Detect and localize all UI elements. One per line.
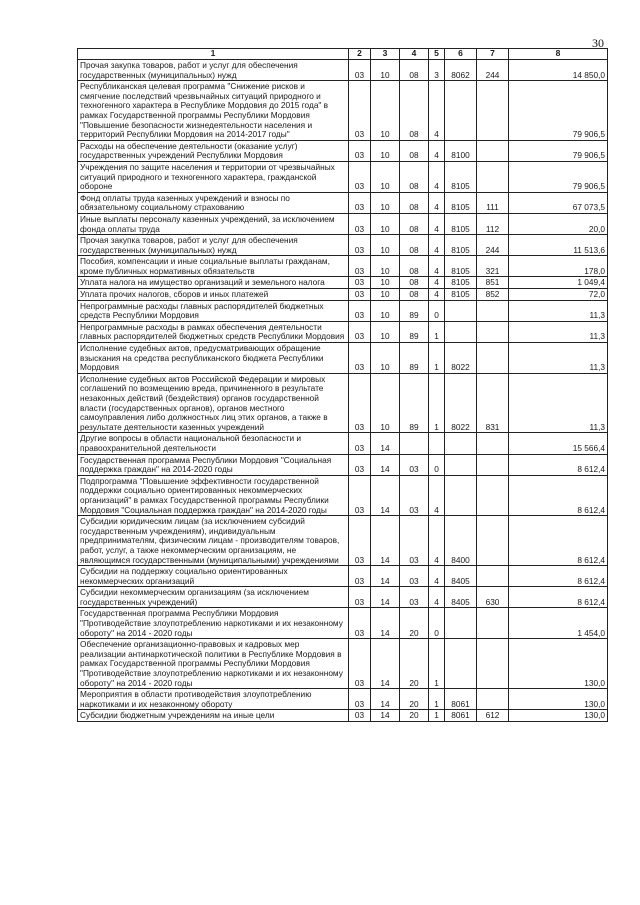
row-code-3: 14 bbox=[371, 587, 400, 608]
table-row bbox=[78, 516, 608, 566]
row-code-6 bbox=[445, 321, 477, 342]
row-code-6 bbox=[445, 475, 477, 515]
row-code-2: 03 bbox=[349, 710, 371, 722]
row-code-3: 14 bbox=[371, 689, 400, 710]
row-code-3: 10 bbox=[371, 213, 400, 234]
row-code-4: 03 bbox=[400, 516, 429, 566]
row-code-7: 321 bbox=[477, 256, 509, 277]
row-code-5: 0 bbox=[429, 608, 445, 639]
row-code-3: 10 bbox=[371, 235, 400, 256]
row-code-6 bbox=[445, 433, 477, 454]
row-code-4: 03 bbox=[400, 587, 429, 608]
row-code-4: 03 bbox=[400, 566, 429, 587]
row-code-2: 03 bbox=[349, 140, 371, 161]
row-code-7 bbox=[477, 516, 509, 566]
table-row bbox=[78, 289, 608, 301]
row-code-6: 8105 bbox=[445, 161, 477, 192]
row-code-4: 08 bbox=[400, 161, 429, 192]
row-amount: 67 073,5 bbox=[509, 192, 608, 213]
row-code-6 bbox=[445, 81, 477, 141]
column-header-7: 7 bbox=[477, 49, 509, 60]
row-name: Иные выплаты персоналу казенных учреждений, за исключением фонда оплаты труда bbox=[78, 213, 349, 234]
row-code-7: 852 bbox=[477, 289, 509, 301]
row-code-7 bbox=[477, 81, 509, 141]
column-header-8: 8 bbox=[509, 49, 608, 60]
column-header-2: 2 bbox=[349, 49, 371, 60]
row-code-6 bbox=[445, 300, 477, 321]
row-code-7 bbox=[477, 140, 509, 161]
row-code-5: 4 bbox=[429, 140, 445, 161]
row-code-3: 10 bbox=[371, 300, 400, 321]
row-code-3: 10 bbox=[371, 60, 400, 81]
row-code-7: 612 bbox=[477, 710, 509, 722]
row-code-3: 10 bbox=[371, 321, 400, 342]
row-code-2: 03 bbox=[349, 608, 371, 639]
row-code-2: 03 bbox=[349, 277, 371, 289]
row-code-6: 8105 bbox=[445, 235, 477, 256]
row-amount: 178,0 bbox=[509, 256, 608, 277]
row-code-4: 03 bbox=[400, 454, 429, 475]
row-code-7 bbox=[477, 321, 509, 342]
row-amount: 11 513,6 bbox=[509, 235, 608, 256]
table-row bbox=[78, 343, 608, 374]
table-header-row bbox=[78, 49, 608, 60]
row-code-5: 1 bbox=[429, 689, 445, 710]
row-code-7: 111 bbox=[477, 192, 509, 213]
row-code-3: 14 bbox=[371, 454, 400, 475]
table-row bbox=[78, 300, 608, 321]
row-code-2: 03 bbox=[349, 454, 371, 475]
column-header-1: 1 bbox=[78, 49, 349, 60]
row-code-2: 03 bbox=[349, 60, 371, 81]
row-amount: 8 612,4 bbox=[509, 516, 608, 566]
row-name: Пособия, компенсации и иные социальные выплаты гражданам, кроме публичных нормативных обязательств bbox=[78, 256, 349, 277]
row-code-6 bbox=[445, 639, 477, 689]
row-amount: 130,0 bbox=[509, 710, 608, 722]
row-code-7 bbox=[477, 161, 509, 192]
row-name: Другие вопросы в области национальной безопасности и правоохранительной деятельности bbox=[78, 433, 349, 454]
row-code-3: 14 bbox=[371, 710, 400, 722]
row-name: Непрограммные расходы в рамках обеспечения деятельности главных распорядителей бюджетных средств Республики Мордовия bbox=[78, 321, 349, 342]
row-amount: 130,0 bbox=[509, 689, 608, 710]
row-code-3: 10 bbox=[371, 81, 400, 141]
row-code-4: 08 bbox=[400, 235, 429, 256]
row-code-4: 08 bbox=[400, 192, 429, 213]
row-code-6 bbox=[445, 608, 477, 639]
budget-table bbox=[77, 48, 608, 722]
row-code-6: 8062 bbox=[445, 60, 477, 81]
row-amount: 79 906,5 bbox=[509, 81, 608, 141]
row-name: Учреждения по защите населения и территории от чрезвычайных ситуаций природного и техногенного характера, гражданской обороне bbox=[78, 161, 349, 192]
row-code-7 bbox=[477, 343, 509, 374]
row-code-5: 4 bbox=[429, 475, 445, 515]
row-code-3: 10 bbox=[371, 277, 400, 289]
row-amount: 15 566,4 bbox=[509, 433, 608, 454]
row-code-4: 08 bbox=[400, 289, 429, 301]
table-row bbox=[78, 608, 608, 639]
row-name: Республиканская целевая программа "Снижение рисков и смягчение последствий чрезвычайных ситуаций природного и техногенного характера в Республике Мордовия до 2015 года" в рамках Государственной программы Республики Мордовия "Повышение безопасности жизнедеятельности населения и территорий Республики Мордовия на 2014-2017 годы" bbox=[78, 81, 349, 141]
row-amount: 20,0 bbox=[509, 213, 608, 234]
row-code-3: 10 bbox=[371, 373, 400, 433]
row-code-6: 8100 bbox=[445, 140, 477, 161]
row-code-4: 20 bbox=[400, 608, 429, 639]
row-amount: 11,3 bbox=[509, 300, 608, 321]
row-name: Фонд оплаты труда казенных учреждений и взносы по обязательному социальному страхованию bbox=[78, 192, 349, 213]
row-name: Государственная программа Республики Мордовия "Социальная поддержка граждан" на 2014-2020 годы bbox=[78, 454, 349, 475]
row-code-5: 4 bbox=[429, 566, 445, 587]
row-amount: 72,0 bbox=[509, 289, 608, 301]
row-code-5: 4 bbox=[429, 289, 445, 301]
row-code-4: 89 bbox=[400, 373, 429, 433]
row-code-5: 1 bbox=[429, 343, 445, 374]
table-row bbox=[78, 161, 608, 192]
column-header-4: 4 bbox=[400, 49, 429, 60]
row-code-7: 244 bbox=[477, 235, 509, 256]
row-code-7 bbox=[477, 454, 509, 475]
table-row bbox=[78, 256, 608, 277]
table-row bbox=[78, 566, 608, 587]
row-code-2: 03 bbox=[349, 475, 371, 515]
row-code-5: 1 bbox=[429, 710, 445, 722]
row-code-3: 14 bbox=[371, 475, 400, 515]
row-name: Расходы на обеспечение деятельности (оказание услуг) государственных учреждений Республики Мордовия bbox=[78, 140, 349, 161]
row-code-6: 8105 bbox=[445, 289, 477, 301]
row-code-4: 08 bbox=[400, 140, 429, 161]
row-code-4: 89 bbox=[400, 343, 429, 374]
row-code-7: 244 bbox=[477, 60, 509, 81]
row-code-4: 20 bbox=[400, 639, 429, 689]
table-row bbox=[78, 433, 608, 454]
row-name: Уплата прочих налогов, сборов и иных платежей bbox=[78, 289, 349, 301]
row-name: Субсидии некоммерческим организациям (за исключением государственных учреждений) bbox=[78, 587, 349, 608]
row-code-4 bbox=[400, 433, 429, 454]
row-code-5: 4 bbox=[429, 256, 445, 277]
row-code-5: 4 bbox=[429, 516, 445, 566]
row-amount: 11,3 bbox=[509, 321, 608, 342]
row-amount: 1 454,0 bbox=[509, 608, 608, 639]
row-code-4: 08 bbox=[400, 60, 429, 81]
table-row bbox=[78, 213, 608, 234]
row-code-5: 4 bbox=[429, 192, 445, 213]
row-amount: 11,3 bbox=[509, 373, 608, 433]
row-code-2: 03 bbox=[349, 343, 371, 374]
row-code-3: 14 bbox=[371, 639, 400, 689]
row-code-6: 8061 bbox=[445, 689, 477, 710]
row-code-5: 4 bbox=[429, 235, 445, 256]
column-header-6: 6 bbox=[445, 49, 477, 60]
row-code-7: 112 bbox=[477, 213, 509, 234]
row-code-7 bbox=[477, 475, 509, 515]
row-amount: 79 906,5 bbox=[509, 140, 608, 161]
row-code-3: 10 bbox=[371, 192, 400, 213]
row-code-3: 10 bbox=[371, 343, 400, 374]
row-code-2: 03 bbox=[349, 639, 371, 689]
row-code-5: 1 bbox=[429, 321, 445, 342]
row-code-6: 8061 bbox=[445, 710, 477, 722]
row-code-5: 4 bbox=[429, 161, 445, 192]
table-row bbox=[78, 81, 608, 141]
row-code-2: 03 bbox=[349, 256, 371, 277]
row-code-4: 08 bbox=[400, 81, 429, 141]
row-code-2: 03 bbox=[349, 289, 371, 301]
table-row bbox=[78, 639, 608, 689]
row-code-5: 4 bbox=[429, 81, 445, 141]
row-code-4: 89 bbox=[400, 300, 429, 321]
row-code-6: 8405 bbox=[445, 566, 477, 587]
row-code-2: 03 bbox=[349, 235, 371, 256]
row-code-2: 03 bbox=[349, 300, 371, 321]
row-code-5 bbox=[429, 433, 445, 454]
row-amount: 8 612,4 bbox=[509, 475, 608, 515]
row-code-5: 4 bbox=[429, 213, 445, 234]
row-code-3: 14 bbox=[371, 433, 400, 454]
row-amount: 8 612,4 bbox=[509, 566, 608, 587]
row-name: Исполнение судебных актов, предусматривающих обращение взыскания на средства республиканского бюджета Республики Мордовия bbox=[78, 343, 349, 374]
row-code-7 bbox=[477, 433, 509, 454]
table-row bbox=[78, 373, 608, 433]
row-code-6: 8105 bbox=[445, 213, 477, 234]
table-row bbox=[78, 710, 608, 722]
row-name: Исполнение судебных актов Российской Федерации и мировых соглашений по возмещению вреда, причиненного в результате незаконных действий (бездействия) органов государственной власти (государственных органов), органов местного самоуправления либо должностных лиц этих органов, а также в результате деятельности казенных учреждений bbox=[78, 373, 349, 433]
row-code-2: 03 bbox=[349, 566, 371, 587]
row-code-7 bbox=[477, 639, 509, 689]
row-name: Прочая закупка товаров, работ и услуг для обеспечения государственных (муниципальных) нужд bbox=[78, 235, 349, 256]
table-row bbox=[78, 454, 608, 475]
row-code-2: 03 bbox=[349, 373, 371, 433]
row-amount: 11,3 bbox=[509, 343, 608, 374]
row-code-5: 0 bbox=[429, 300, 445, 321]
row-code-5: 4 bbox=[429, 277, 445, 289]
row-code-4: 20 bbox=[400, 710, 429, 722]
row-amount: 8 612,4 bbox=[509, 454, 608, 475]
row-code-2: 03 bbox=[349, 213, 371, 234]
row-code-4: 08 bbox=[400, 213, 429, 234]
row-code-6: 8405 bbox=[445, 587, 477, 608]
column-header-5: 5 bbox=[429, 49, 445, 60]
row-name: Подпрограмма "Повышение эффективности государственной поддержки социально ориентированных некоммерческих организаций" в рамках Государственной программы Республики Мордовия "Социальная поддержка граждан" на 2014-2020 годы bbox=[78, 475, 349, 515]
row-code-5: 1 bbox=[429, 373, 445, 433]
row-name: Субсидии на поддержку социально ориентированных некоммерческих организаций bbox=[78, 566, 349, 587]
table-row bbox=[78, 277, 608, 289]
row-code-6: 8022 bbox=[445, 373, 477, 433]
row-code-6: 8105 bbox=[445, 192, 477, 213]
row-code-4: 03 bbox=[400, 475, 429, 515]
table-row bbox=[78, 60, 608, 81]
table-row bbox=[78, 475, 608, 515]
row-code-3: 10 bbox=[371, 161, 400, 192]
row-code-7 bbox=[477, 566, 509, 587]
row-code-3: 14 bbox=[371, 566, 400, 587]
row-name: Субсидии юридическим лицам (за исключением субсидий государственным учреждениям), индивидуальным предпринимателям, физическим лицам - производителям товаров, работ, услуг, а также некоммерческим организациям, не являющимся государственными (муниципальными) учреждениями bbox=[78, 516, 349, 566]
row-name: Обеспечение организационно-правовых и кадровых мер реализации антинаркотической политики в Республике Мордовия в рамках Государственной программы Республики Мордовия "Противодействие злоупотреблению наркотиками и их незаконному обороту" на 2014 - 2020 годы bbox=[78, 639, 349, 689]
row-name: Мероприятия в области противодействия злоупотреблению наркотиками и их незаконному обороту bbox=[78, 689, 349, 710]
table-body bbox=[78, 60, 608, 722]
table-row bbox=[78, 192, 608, 213]
row-name: Прочая закупка товаров, работ и услуг для обеспечения государственных (муниципальных) нужд bbox=[78, 60, 349, 81]
row-code-2: 03 bbox=[349, 192, 371, 213]
row-code-3: 14 bbox=[371, 516, 400, 566]
row-code-7: 851 bbox=[477, 277, 509, 289]
row-code-2: 03 bbox=[349, 587, 371, 608]
row-code-4: 89 bbox=[400, 321, 429, 342]
row-amount: 130,0 bbox=[509, 639, 608, 689]
row-name: Субсидии бюджетным учреждениям на иные цели bbox=[78, 710, 349, 722]
row-code-7: 630 bbox=[477, 587, 509, 608]
row-code-3: 10 bbox=[371, 256, 400, 277]
row-amount: 1 049,4 bbox=[509, 277, 608, 289]
row-code-4: 08 bbox=[400, 277, 429, 289]
row-name: Уплата налога на имущество организаций и земельного налога bbox=[78, 277, 349, 289]
row-code-3: 14 bbox=[371, 608, 400, 639]
page-number: 30 bbox=[592, 36, 604, 50]
row-code-5: 1 bbox=[429, 639, 445, 689]
row-code-5: 3 bbox=[429, 60, 445, 81]
row-code-7 bbox=[477, 608, 509, 639]
row-code-4: 08 bbox=[400, 256, 429, 277]
row-code-6: 8022 bbox=[445, 343, 477, 374]
row-code-6: 8400 bbox=[445, 516, 477, 566]
row-code-2: 03 bbox=[349, 516, 371, 566]
table-row bbox=[78, 587, 608, 608]
row-name: Государственная программа Республики Мордовия "Противодействие злоупотреблению наркотиками и их незаконному обороту" на 2014 - 2020 годы bbox=[78, 608, 349, 639]
row-code-2: 03 bbox=[349, 81, 371, 141]
row-code-6: 8105 bbox=[445, 256, 477, 277]
row-code-7 bbox=[477, 300, 509, 321]
row-code-2: 03 bbox=[349, 161, 371, 192]
column-header-3: 3 bbox=[371, 49, 400, 60]
row-amount: 8 612,4 bbox=[509, 587, 608, 608]
row-amount: 79 906,5 bbox=[509, 161, 608, 192]
row-code-2: 03 bbox=[349, 321, 371, 342]
row-code-7: 831 bbox=[477, 373, 509, 433]
row-code-7 bbox=[477, 689, 509, 710]
row-code-5: 0 bbox=[429, 454, 445, 475]
table-row bbox=[78, 235, 608, 256]
row-code-3: 10 bbox=[371, 289, 400, 301]
table-row bbox=[78, 140, 608, 161]
row-code-3: 10 bbox=[371, 140, 400, 161]
row-amount: 14 850,0 bbox=[509, 60, 608, 81]
row-code-2: 03 bbox=[349, 433, 371, 454]
row-code-2: 03 bbox=[349, 689, 371, 710]
row-code-6 bbox=[445, 454, 477, 475]
row-code-4: 20 bbox=[400, 689, 429, 710]
row-name: Непрограммные расходы главных распорядителей бюджетных средств Республики Мордовия bbox=[78, 300, 349, 321]
table-row bbox=[78, 321, 608, 342]
row-code-6: 8105 bbox=[445, 277, 477, 289]
row-code-5: 4 bbox=[429, 587, 445, 608]
table-row bbox=[78, 689, 608, 710]
